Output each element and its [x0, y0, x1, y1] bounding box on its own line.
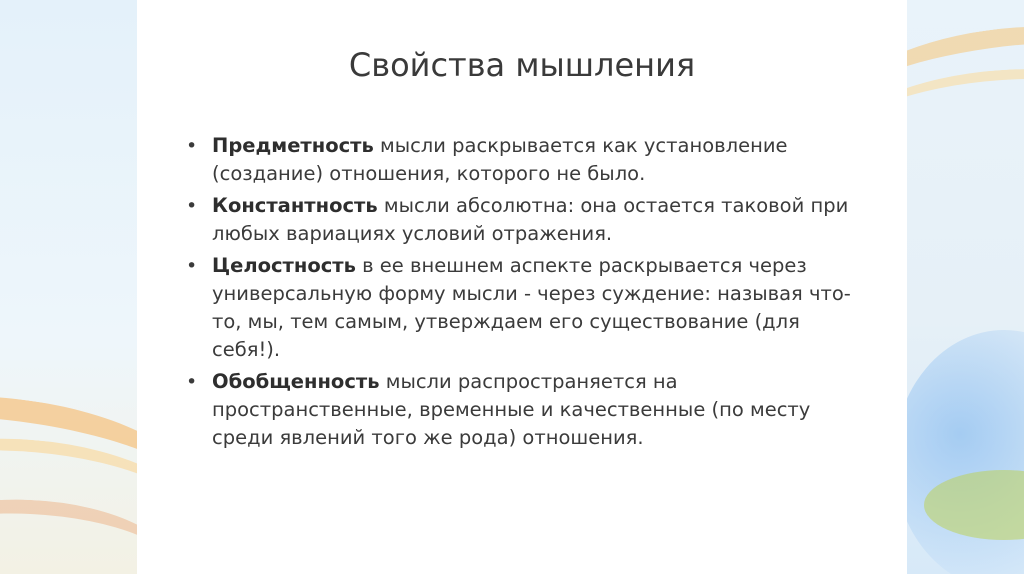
bullet-item — [180, 252, 860, 364]
background-right-decoration — [904, 0, 1024, 574]
bullet-icon: • — [186, 135, 198, 157]
slide-title: Свойства мышления — [348, 46, 696, 84]
bullet-term: Константность — [212, 194, 378, 217]
slide — [137, 0, 907, 574]
bullet-text: мысли раскрывается как установление (создание) отношения, которого не было. — [212, 134, 788, 185]
bullet-term: Целостность — [212, 254, 356, 277]
bullet-text: мысли распространяется на пространственные, временные и качественные (по месту среди явлений того же рода) отношения. — [212, 370, 811, 449]
bullet-item — [180, 368, 860, 452]
bullet-text: в ее внешнем аспекте раскрывается через универсальную форму мысли - через суждение: называя что-то, мы, тем самым, утверждаем его существование (для себя!). — [212, 254, 851, 361]
background-left-decoration — [0, 0, 140, 574]
bullet-term: Предметность — [212, 134, 374, 157]
bullet-icon: • — [186, 371, 198, 393]
bullet-item — [180, 132, 860, 188]
bullet-list — [180, 132, 860, 456]
bullet-icon: • — [186, 195, 198, 217]
bullet-term: Обобщенность — [212, 370, 380, 393]
bullet-text: мысли абсолютна: она остается таковой при любых вариациях условий отражения. — [212, 194, 849, 245]
bullet-icon: • — [186, 255, 198, 277]
bullet-item — [180, 192, 860, 248]
